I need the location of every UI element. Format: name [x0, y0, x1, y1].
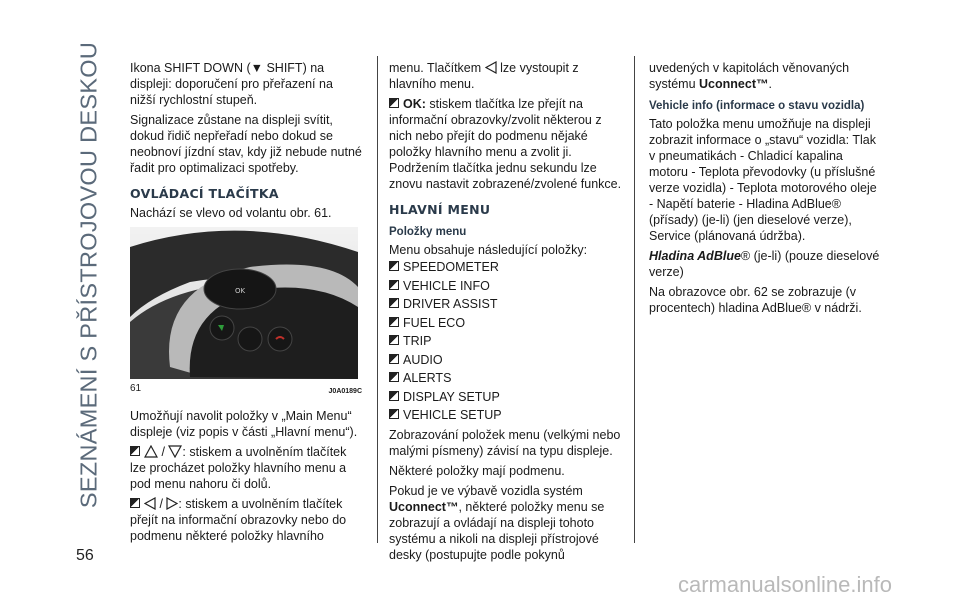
list-item: ALERTS [389, 371, 625, 386]
bullet-icon [389, 354, 399, 364]
paragraph: Na obrazovce obr. 62 se zobrazuje (v procentech) hladina AdBlue® v nádrži. [649, 285, 862, 315]
bullet-icon [130, 498, 140, 508]
list-item: DISPLAY SETUP [389, 390, 625, 405]
menu-items-list [389, 260, 625, 423]
svg-text:OK: OK [234, 287, 246, 295]
column-3 [649, 60, 881, 320]
list-item: FUEL ECO [389, 316, 625, 331]
bullet-icon [389, 391, 399, 401]
page-number: 56 [76, 547, 94, 564]
paragraph: Některé položky mají podmenu. [389, 463, 565, 478]
paragraph: Signalizace zůstane na displeji svítit, dokud řidič nepřeřadí nebo dokud se neobnoví jízdní stav, kdy již nebude nutné řadit pro optimalizaci spotřeby. [130, 113, 362, 175]
left-arrow-icon [485, 61, 497, 74]
paragraph: OK: stiskem tlačítka lze přejít na informační obrazovky/zvolit některou z nich nebo přejít do podmenu nějaké položky hlavního menu a zvolit ji. Podržením tlačítka jednu sekundu lze znovu nastavit zobrazené/zvolené funkce. [389, 97, 622, 191]
column-divider [634, 56, 635, 543]
paragraph: Nachází se vlevo od volantu obr. 61. [130, 206, 332, 220]
column-divider [377, 56, 378, 543]
figure-code: J0A0189C [328, 388, 362, 395]
bullet-icon [389, 280, 399, 290]
bullet-icon [389, 335, 399, 345]
column-1 [130, 60, 362, 544]
section-heading: HLAVNÍ MENU [389, 202, 491, 217]
down-arrow-icon [168, 445, 182, 458]
bullet-icon [389, 261, 399, 271]
bullet-icon [389, 98, 399, 108]
subheading: Položky menu [389, 226, 467, 238]
figure-number: 61 [130, 383, 142, 394]
up-arrow-icon [144, 445, 158, 458]
figure-caption [130, 381, 362, 400]
steering-wheel-photo [130, 227, 358, 379]
section-heading: OVLÁDACÍ TLAČÍTKA [130, 186, 279, 201]
subheading: Vehicle info (informace o stavu vozidla) [649, 100, 865, 112]
bullet-icon [389, 317, 399, 327]
list-item: VEHICLE INFO [389, 279, 625, 294]
bullet-icon [389, 298, 399, 308]
bullet-icon [130, 446, 140, 456]
paragraph: Pokud je ve výbavě vozidla systém Uconnect™, některé položky menu se zobrazují a ovládají na displeji tohoto systému a nikoli na displeji přístrojové desky (postupujte podle pokynů [389, 483, 605, 562]
left-arrow-icon [144, 497, 156, 510]
paragraph: / : stiskem a uvolněním tlačítek přejít na informační obrazovky nebo do podmenu některé položky hlavního [130, 497, 347, 543]
bullet-icon [389, 372, 399, 382]
paragraph: / : stiskem a uvolněním tlačítek lze procházet položky hlavního menu a pod menu nahoru či dolů. [130, 445, 347, 491]
list-item: AUDIO [389, 353, 625, 368]
right-arrow-icon [166, 497, 178, 510]
paragraph: Umožňují navolit položky v „Main Menu“ displeje (viz popis v části „Hlavní menu“). [130, 409, 358, 439]
bullet-icon [389, 409, 399, 419]
paragraph: Menu obsahuje následující položky: [389, 243, 588, 257]
section-sidebar [64, 40, 114, 510]
list-item: TRIP [389, 334, 625, 349]
paragraph: uvedených v kapitolách věnovaných systému Uconnect™. [649, 61, 850, 91]
paragraph: menu. Tlačítkem lze vystoupit z hlavního menu. [389, 61, 579, 91]
list-item: VEHICLE SETUP [389, 408, 625, 423]
ok-label: OK: [403, 97, 426, 111]
column-2 [389, 60, 625, 567]
section-title: SEZNÁMENÍ S PŘÍSTROJOVOU DESKOU [75, 41, 102, 509]
paragraph: Hladina AdBlue® (je-li) (pouze dieselové verze) [649, 249, 880, 279]
paragraph: Tato položka menu umožňuje na displeji zobrazit informace o „stavu“ vozidla: Tlak v pneumatikách - Chladicí kapalina motoru - Teplota převodovky (u příslušné verze vozidla) - Teplota motorového oleje - Napětí baterie - Hladina AdBlue® (přísady) (je-li) (jen dieselové verze), Service (plánovaná údržba). [649, 117, 877, 243]
list-item: DRIVER ASSIST [389, 297, 625, 312]
paragraph: Ikona SHIFT DOWN (▼ SHIFT) na displeji: doporučení pro přeřazení na nižší rychlostní stupeň. [130, 61, 333, 107]
list-item: SPEEDOMETER [389, 260, 625, 275]
watermark: carmanualsonline.info [677, 572, 892, 597]
paragraph: Zobrazování položek menu (velkými nebo malými písmeny) závisí na typu displeje. [389, 427, 621, 458]
